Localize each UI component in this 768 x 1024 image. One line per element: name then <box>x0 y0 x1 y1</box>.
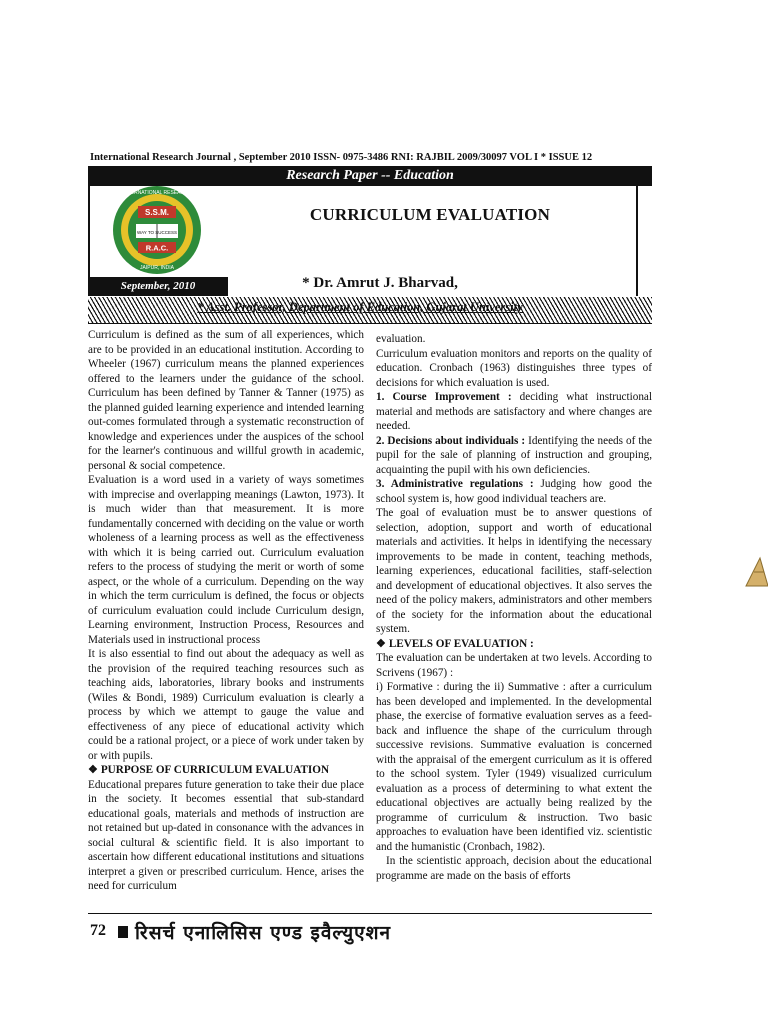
paragraph: The goal of evaluation must be to answer questions of selection, adoption, support and worth of educational materials and activities. It helps in identifying the necessary improvements to be made in content, teaching methods, learning experiences, educational facilities, staff-selection and development of educational objectives. It also serves the need of the policy makers, administrators and other members of the society for the information about the educational system. <box>376 507 652 635</box>
list-item: 1. Course Improvement : deciding what instructional material and methods are satisfactory and where changes are needed. <box>376 391 653 432</box>
paragraph: evaluation. <box>376 333 426 345</box>
footer-hindi-title: रिसर्च एनालिसिस एण्ड इवैल्युएशन <box>135 922 392 944</box>
section-banner: Research Paper -- Education <box>88 166 652 186</box>
paragraph: i) Formative : during the ii) Summative : after a curriculum has been developed and implemented. In the developmental phase, the exercise of formative evaluation serves as a feed-back and influence the shape of the curriculum through successive revisions. Summative evaluation is concerned with the appraisal of the emergent curriculum as it is offered to the school system. Tyler (1949) visualized curriculum evaluation as a process of determining to what extent the educational objectives are actually being realized by the programme of curriculum & instruction. Two basic approaches to evaluation have been identified viz. scientistic and the humanistic (Cronbach, 1982). <box>376 681 652 853</box>
issue-date-tag: September, 2010 <box>88 277 228 296</box>
logo-top-label: S.S.M. <box>144 208 170 217</box>
footer-square-icon <box>118 926 128 938</box>
paragraph: Evaluation is a word used in a variety of ways sometimes with imprecise and overlapping meanings (Lawton, 1973). It is much wider than that measurement. It is more fundamentally concerned with deciding on the value or worth wholeness of a learning process as well as the effectiveness with which it is being carried out. Curriculum evaluation refers to the process of studying the merit or worth of some aspect, or the whole of a curriculum. Depending on the way in which the term curriculum is defined, the focus or objects of curriculum evaluation could include Curriculum design, Learning environment, Instruction Process, Resources and Materials used in instructional process <box>88 474 364 646</box>
author-affiliation: * Asst. Professor, Department of Education, Gujarat University <box>197 300 523 314</box>
list-item-label: 2. Decisions about individuals : <box>376 434 526 447</box>
list-item: 2. Decisions about individuals : Identifying the needs of the pupil for the sale of planning of instruction and grouping, acquainting the pupil with his own deficiencies. <box>376 434 652 476</box>
logo-motto: WAY TO SUCCESS <box>136 230 178 235</box>
footer-divider <box>88 913 652 914</box>
article-title: CURRICULUM EVALUATION <box>309 205 551 224</box>
paragraph: It is also essential to find out about the adequacy as well as the provision of the required teaching resources such as teaching aids, laboratories, library books and instruments (Wiles & Bondi, 1989) Curriculum evaluation is clearly a process by which we attempt to gauge the value and effectiveness of any piece of educational activity which could be a rational project, or a piece of work under taken by or with pupils. <box>88 648 364 762</box>
logo-ring-text: INTERNATIONAL RESEARCH <box>122 190 192 196</box>
section-heading-levels: ❖ LEVELS OF EVALUATION : <box>376 637 534 650</box>
paragraph: Educational prepares future generation to take their due place in the society. It becomes essential that sub-standard educational goals, materials and methods of instruction are not retained but up-dated in consonance with the advances in social cultural & scientific field. It is also important to ascertain how different educational institutions and situations interpret a given or prescribed curriculum. Hence, arises the need for curriculum <box>88 778 364 892</box>
paragraph: Curriculum is defined as the sum of all experiences, which are to be provided in an educational institution. According to Wheeler (1967) curriculum means the planned experiences offered to the learners under the guidance of the school. Curriculum has been defined by Tanner & Tanner (1975) as the planned guided learning experience and intended learning out-comes formulated through a systematic reconstruction of knowledge and experiences under the auspices of the school for the learner's continuous and willful growth in academic, personal & social competence. <box>88 329 364 472</box>
paragraph: Curriculum evaluation monitors and reports on the quality of education. Cronbach (1963) distinguishes three types of decisions for which evaluation is used. <box>376 347 652 389</box>
article-author: * Dr. Amrut J. Bharvad, <box>302 275 458 291</box>
section-heading-purpose: ❖ PURPOSE OF CURRICULUM EVALUATION <box>88 764 330 776</box>
list-item-label: 1. Course Improvement : <box>376 391 512 403</box>
logo-bottom-label: R.A.C. <box>145 243 169 253</box>
list-item-label: 3. Administrative regulations : <box>376 478 534 490</box>
page-number: 72 <box>90 922 106 939</box>
journal-logo <box>108 184 206 276</box>
list-item: 3. Administrative regulations : Judging how good the school system is, how good individual teachers are. <box>376 478 652 505</box>
logo-place: JAIPUR, INDIA <box>140 265 174 271</box>
text-column-right <box>376 332 652 883</box>
text-column-left <box>88 328 364 894</box>
margin-decoration-icon <box>742 556 768 590</box>
paragraph: The evaluation can be undertaken at two levels. According to Scrivens (1967) : <box>376 652 652 679</box>
paragraph: In the scientistic approach, decision about the educational programme are made on the basis of efforts <box>376 855 652 882</box>
journal-header-line: International Research Journal , September 2010 ISSN- 0975-3486 RNI: RAJBIL 2009/30097 VOL I * ISSUE 12 <box>90 152 593 163</box>
